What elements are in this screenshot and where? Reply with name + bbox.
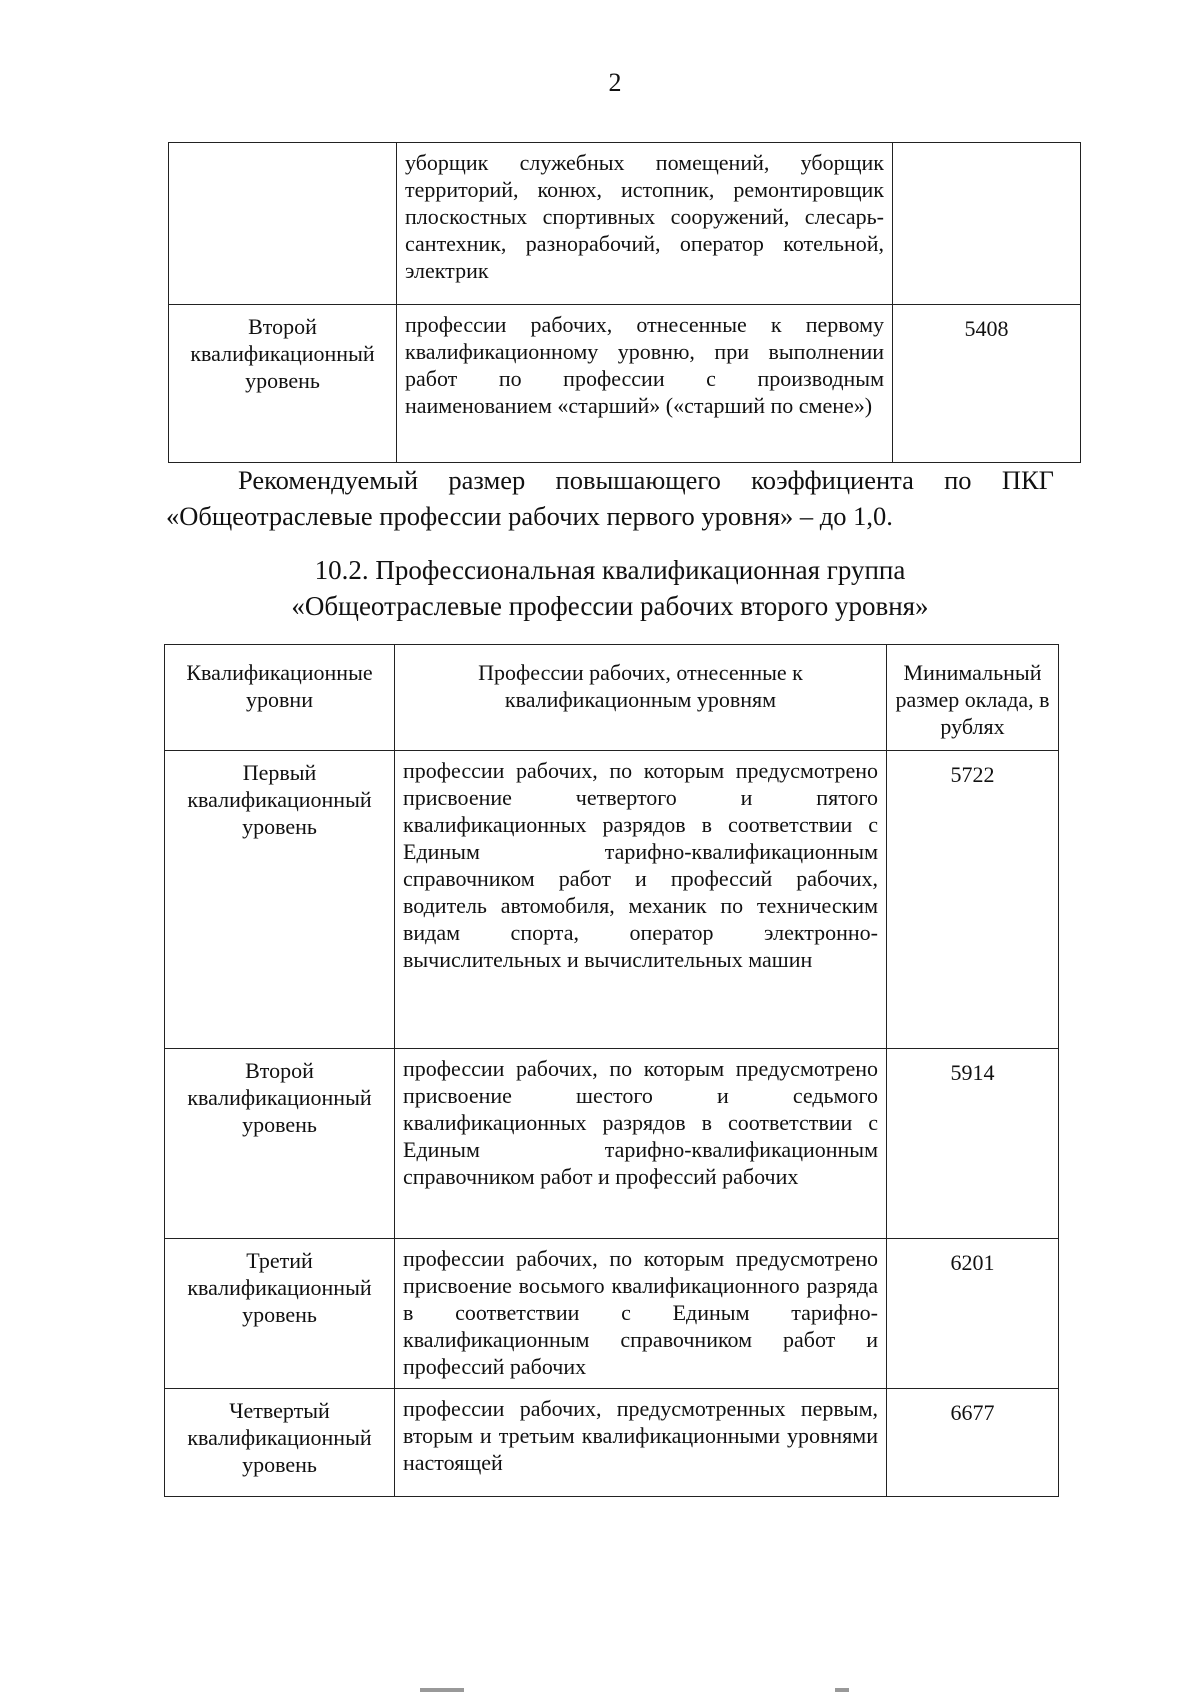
- table-row: [165, 751, 1059, 1049]
- salary-cell: 5722: [887, 751, 1059, 1049]
- professions-cell: профессии рабочих, предусмотренных первым, вторым и третьим квалификационными уровнями настоящей: [395, 1389, 887, 1497]
- level-cell: Первый квалификационный уровень: [165, 751, 395, 1049]
- section-heading-line-2: «Общеотраслевые профессии рабочих второго уровня»: [291, 591, 929, 621]
- table-header-row: [165, 645, 1059, 751]
- level-cell: [169, 143, 397, 305]
- page-number: 2: [608, 68, 622, 97]
- salary-cell: 6677: [887, 1389, 1059, 1497]
- section-heading: [160, 552, 1060, 624]
- salary-cell: 5408: [893, 305, 1081, 463]
- table-row: [169, 305, 1081, 463]
- salary-cell: 6201: [887, 1239, 1059, 1389]
- table-row: [165, 1389, 1059, 1497]
- professions-cell: профессии рабочих, по которым предусмотрено присвоение шестого и седьмого квалификационных разрядов в соответствии с Единым тарифно-квалификационным справочником работ и профессий рабочих: [395, 1049, 887, 1239]
- header-salary: Минимальный размер оклада, в рублях: [887, 645, 1059, 751]
- table-row: [169, 143, 1081, 305]
- scan-edge-marks: [0, 1688, 1200, 1697]
- salary-table-second-group: [164, 644, 1059, 1497]
- section-heading-line-1: 10.2. Профессиональная квалификационная группа: [314, 555, 906, 585]
- header-levels: Квалификационные уровни: [165, 645, 395, 751]
- salary-cell: 5914: [887, 1049, 1059, 1239]
- professions-cell: уборщик служебных помещений, уборщик территорий, конюх, истопник, ремонтировщик плоскостных спортивных сооружений, слесарь-сантехник, разнорабочий, оператор котельной, электрик: [397, 143, 893, 305]
- salary-cell: [893, 143, 1081, 305]
- table-row: [165, 1239, 1059, 1389]
- level-cell: Второй квалификационный уровень: [165, 1049, 395, 1239]
- table-row: [165, 1049, 1059, 1239]
- salary-table-first-group: [168, 142, 1081, 463]
- professions-cell: профессии рабочих, по которым предусмотрено присвоение четвертого и пятого квалификационных разрядов в соответствии с Единым тарифно-квалификационным справочником работ и профессий рабочих, водитель автомобиля, механик по техническим видам спорта, оператор электронно-вычислительных и вычислительных машин: [395, 751, 887, 1049]
- professions-cell: профессии рабочих, по которым предусмотрено присвоение восьмого квалификационного разряда в соответствии с Единым тарифно-квалификационным справочником работ и профессий рабочих: [395, 1239, 887, 1389]
- level-cell: Второй квалификационный уровень: [169, 305, 397, 463]
- header-professions: Профессии рабочих, отнесенные к квалификационным уровням: [395, 645, 887, 751]
- level-cell: Четвертый квалификационный уровень: [165, 1389, 395, 1497]
- level-cell: Третий квалификационный уровень: [165, 1239, 395, 1389]
- recommendation-line-2: «Общеотраслевые профессии рабочих первого уровня» – до 1,0.: [166, 501, 893, 531]
- recommendation-paragraph: [166, 462, 1054, 534]
- recommendation-line-1: Рекомендуемый размер повышающего коэффициента по ПКГ: [238, 465, 1054, 495]
- professions-cell: профессии рабочих, отнесенные к первому квалификационному уровню, при выполнении работ по профессии с производным наименованием «старший» («старший по смене»): [397, 305, 893, 463]
